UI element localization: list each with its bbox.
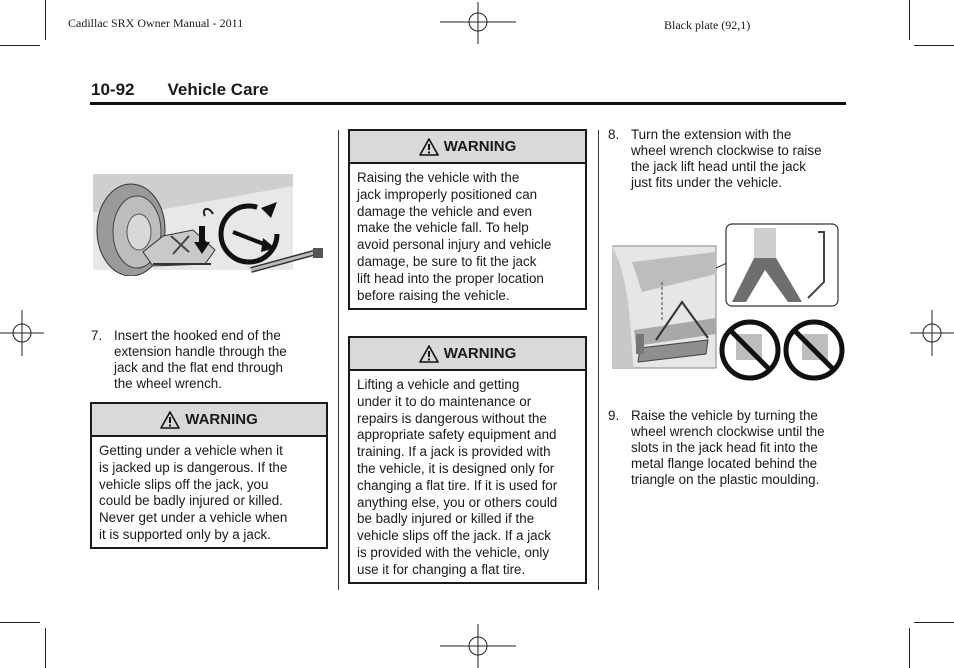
warning-line: vehicle slips off the jack. If a jack [357,528,552,544]
step-8 [608,127,848,197]
crop-mark [0,622,40,623]
crop-mark [45,628,46,668]
warning-title: WARNING [443,345,517,362]
step-text-line: the jack lift head until the jack [631,159,806,174]
crop-mark [45,0,46,40]
warning-line: the vehicle, it is designed only for [357,460,555,476]
step-number: 9. [608,408,620,423]
step-text-line: extension handle through the [114,344,287,359]
step-text-line: Raise the vehicle by turning the [631,408,818,423]
step-text-line: wheel wrench clockwise until the [631,424,825,439]
warning-line: appropriate safety equipment and [357,427,557,443]
warning-icon [419,345,439,363]
page-number: 10-92 [91,80,135,99]
warning-header [350,131,585,164]
warning-box-jack-position [348,129,587,310]
warning-line: could be badly injured or killed. [99,493,283,509]
warning-line: anything else, you or others could [357,494,558,510]
warning-line: jack improperly positioned can [357,186,538,202]
warning-line: use it for changing a flat tire. [357,561,526,577]
crop-mark [914,622,954,623]
warning-line: damage, be sure to fit the jack [357,253,537,269]
warning-line: Never get under a vehicle when [99,510,288,526]
step-number: 7. [91,328,103,343]
warning-box-under-vehicle [90,402,328,549]
step-text-line: slots in the jack head fit into the [631,440,818,455]
step-text-line: just fits under the vehicle. [631,175,783,190]
warning-line: Raising the vehicle with the [357,170,520,185]
warning-icon [419,138,439,156]
warning-line: vehicle slips off the jack, you [99,476,269,492]
manual-title: Cadillac SRX Owner Manual - 2011 [68,16,244,30]
step-text-line: Turn the extension with the [631,127,792,142]
jack-head-placement-illustration [612,222,846,384]
warning-line: under it to do maintenance or [357,393,532,409]
warning-line: it is supported only by a jack. [99,526,271,542]
warning-header [92,404,326,437]
jack-wrench-illustration [93,172,329,276]
warning-line: is jacked up is dangerous. If the [99,459,288,475]
step-text-line: Insert the hooked end of the [114,328,281,343]
warning-line: avoid personal injury and vehicle [357,237,552,253]
warning-box-lifting-vehicle [348,336,587,584]
warning-line: Lifting a vehicle and getting [357,377,520,392]
warning-line: make the vehicle fall. To help [357,220,529,236]
step-text-line: the wheel wrench. [114,376,222,391]
warning-line: Getting under a vehicle when it [99,443,283,458]
step-7 [91,328,331,398]
page-title [91,80,269,100]
warning-text [92,437,326,544]
step-text-line: jack and the flat end through [114,360,283,375]
warning-line: before raising the vehicle. [357,287,510,303]
warning-text [350,371,585,579]
crop-mark [914,45,954,46]
registration-mark [0,310,44,356]
registration-mark [440,2,516,44]
step-9 [608,408,848,494]
warning-line: lift head into the proper location [357,270,544,286]
crop-mark [0,45,40,46]
crop-mark [909,628,910,668]
crop-mark [909,0,910,40]
warning-line: damage the vehicle and even [357,203,532,219]
column-divider [598,130,599,590]
step-number: 8. [608,127,620,142]
header-rule [90,102,846,105]
step-text-line: metal flange located behind the [631,456,818,471]
plate-label: Black plate (92,1) [664,18,751,32]
warning-line: training. If a jack is provided with [357,444,551,460]
warning-header [350,338,585,371]
warning-icon [160,411,180,429]
warning-line: is provided with the vehicle, only [357,544,550,560]
warning-text [350,164,585,304]
registration-mark [440,624,516,668]
registration-mark [910,310,954,356]
warning-title: WARNING [185,411,258,428]
step-text-line: wheel wrench clockwise to raise [631,143,822,158]
column-divider [338,130,339,590]
section-title: Vehicle Care [167,80,269,99]
warning-line: changing a flat tire. If it is used for [357,477,558,493]
warning-title: WARNING [443,138,517,155]
warning-line: repairs is dangerous without the [357,410,547,426]
step-text-line: triangle on the plastic moulding. [631,472,820,487]
warning-line: be badly injured or killed if the [357,511,535,527]
